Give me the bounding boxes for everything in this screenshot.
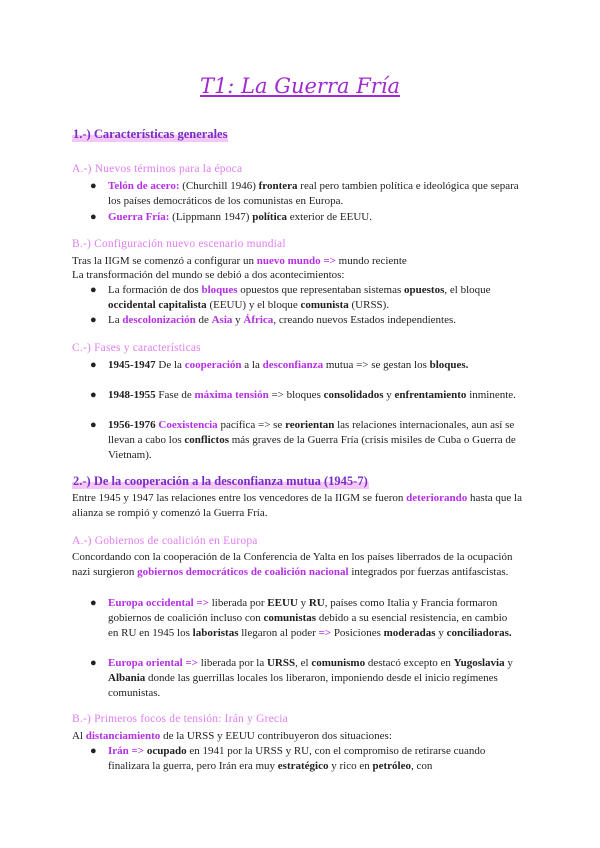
subsection-1c-heading: C.-) Fases y características bbox=[72, 342, 201, 354]
paragraph: Al distanciamiento de la URSS y EEUU contribuyeron dos situaciones: bbox=[72, 730, 392, 742]
list-item: 1956-1976 Coexistencia pacífica => se reorientan las relaciones internacionales, aun así se llevan a cabo los conflictos más graves de la Guerra Fría (crisis misiles de Cuba o Guerra de Vietnam). bbox=[108, 419, 516, 461]
bullet-icon: ● bbox=[90, 314, 97, 326]
list-item: Europa occidental => liberada por EEUU y RU, países como Italia y Francia formaron gobiernos de coalición incluso con comunistas debido a su esencial resistencia, en cambio en RU en 1945 los laboristas llegaron al poder => Posiciones moderadas y conciliadoras. bbox=[108, 597, 512, 639]
bullet-icon: ● bbox=[90, 211, 97, 223]
section-2-heading: 2.-) De la cooperación a la desconfianza mutua (1945-7) bbox=[73, 474, 368, 488]
bullet-icon: ● bbox=[90, 284, 97, 296]
bullet-icon: ● bbox=[90, 745, 97, 757]
subsection-1a-heading: A.-) Nuevos términos para la época bbox=[72, 163, 243, 175]
bullet-icon: ● bbox=[90, 419, 97, 431]
list-item: 1945-1947 De la cooperación a la desconfianza mutua => se gestan los bloques. bbox=[108, 359, 469, 371]
list-item: Irán => ocupado en 1941 por la URSS y RU, con el compromiso de retirarse cuando finalizara la guerra, pero Irán era muy estratégico y rico en petróleo, con bbox=[108, 745, 486, 772]
list-item: Europa oriental => liberada por la URSS, el comunismo destacó excepto en Yugoslavia y Albania donde las guerrillas locales los liberaron, imponiendo desde el inicio regímenes comunistas. bbox=[108, 657, 513, 699]
paragraph: Entre 1945 y 1947 las relaciones entre los vencedores de la IIGM se fueron deteriorando hasta que la alianza se rompió y comenzó la Guerra Fría. bbox=[72, 492, 522, 519]
list-item: Guerra Fría: (Lippmann 1947) política exterior de EEUU. bbox=[108, 211, 372, 223]
list-item: La formación de dos bloques opuestos que representaban sistemas opuestos, el bloque occidental capitalista (EEUU) y el bloque comunista (URSS). bbox=[108, 284, 491, 311]
subsection-2a-heading: A.-) Gobiernos de coalición en Europa bbox=[72, 535, 258, 547]
section-1-heading: 1.-) Características generales bbox=[73, 127, 228, 141]
list-item: 1948-1955 Fase de máxima tensión => bloques consolidados y enfrentamiento inminente. bbox=[108, 389, 516, 401]
document-title: T1: La Guerra Fría bbox=[199, 74, 401, 98]
bullet-icon: ● bbox=[90, 180, 97, 192]
list-item: Telón de acero: (Churchill 1946) frontera real pero tambien política e ideológica que separa los países democráticos de los comunistas en Europa. bbox=[108, 180, 519, 207]
list-item: La descolonización de Asia y África, creando nuevos Estados independientes. bbox=[108, 314, 456, 326]
bullet-icon: ● bbox=[90, 389, 97, 401]
subsection-2b-heading: B.-) Primeros focos de tensión: Irán y Grecia bbox=[72, 713, 288, 725]
bullet-icon: ● bbox=[90, 597, 97, 609]
subsection-1b-heading: B.-) Configuración nuevo escenario mundial bbox=[72, 238, 286, 250]
bullet-icon: ● bbox=[90, 359, 97, 371]
bullet-icon: ● bbox=[90, 657, 97, 669]
paragraph: Tras la IIGM se comenzó a configurar un nuevo mundo => mundo reciente bbox=[72, 255, 407, 267]
paragraph: Concordando con la cooperación de la Conferencia de Yalta en los países liberrados de la ocupación nazi surgieron gobiernos democráticos de coalición nacional integrados por fuerzas antifascistas. bbox=[72, 551, 513, 578]
paragraph: La transformación del mundo se debió a dos acontecimientos: bbox=[72, 269, 345, 281]
